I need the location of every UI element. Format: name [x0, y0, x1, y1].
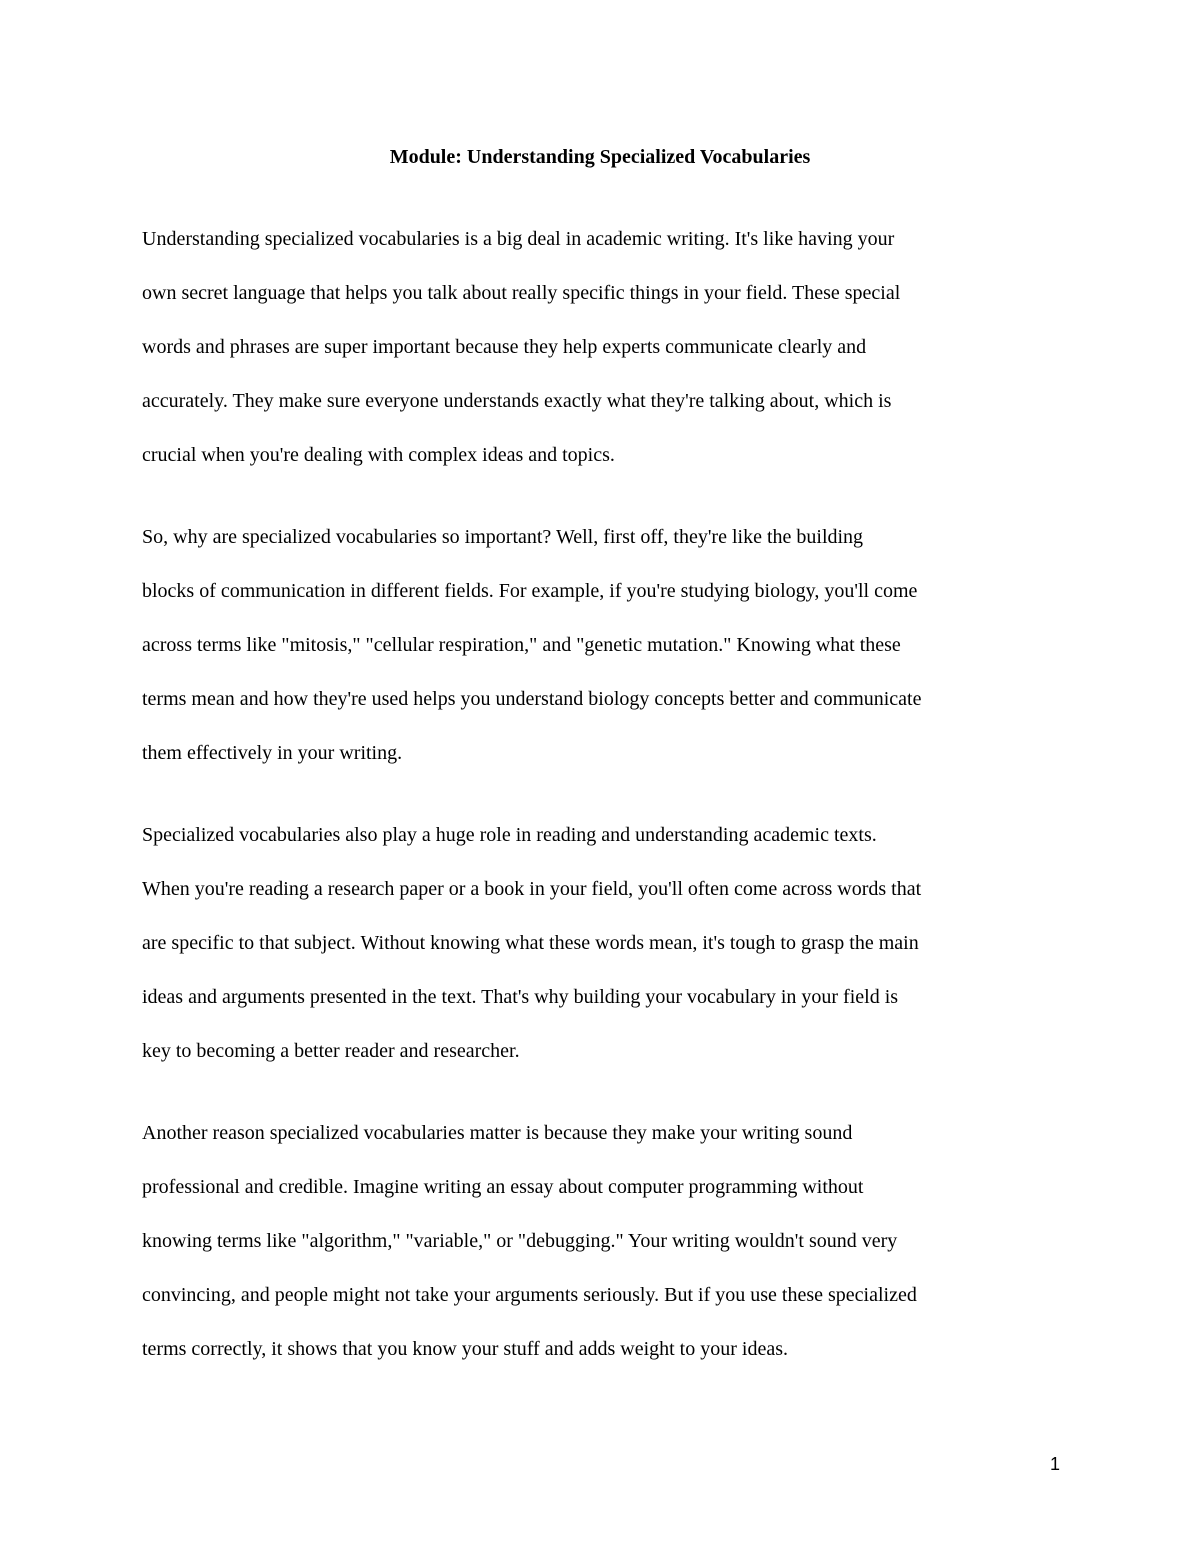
text-line: Another reason specialized vocabularies matter is because they make your writing sound — [142, 1122, 853, 1144]
text-line: words and phrases are super important because they help experts communicate clearly and — [142, 336, 867, 358]
text-line: own secret language that helps you talk about really specific things in your field. These special — [142, 282, 901, 304]
page-title: Module: Understanding Specialized Vocabularies — [389, 146, 811, 168]
text-line: across terms like "mitosis," "cellular respiration," and "genetic mutation." Knowing what these — [142, 634, 901, 656]
text-line: terms correctly, it shows that you know your stuff and adds weight to your ideas. — [142, 1338, 788, 1360]
text-line: So, why are specialized vocabularies so important? Well, first off, they're like the building — [142, 526, 864, 548]
paragraph-2 — [142, 521, 1060, 791]
text-line: them effectively in your writing. — [142, 742, 403, 764]
text-line: convincing, and people might not take your arguments seriously. But if you use these specialized — [142, 1284, 917, 1306]
text-line: key to becoming a better reader and researcher. — [142, 1040, 520, 1062]
paragraph-4 — [142, 1117, 1060, 1387]
text-line: are specific to that subject. Without knowing what these words mean, it's tough to grasp the main — [142, 932, 919, 954]
text-line: knowing terms like "algorithm," "variable," or "debugging." Your writing wouldn't sound very — [142, 1230, 898, 1252]
text-line: terms mean and how they're used helps you understand biology concepts better and communicate — [142, 688, 922, 710]
text-line: Specialized vocabularies also play a huge role in reading and understanding academic texts. — [142, 824, 877, 846]
text-line: blocks of communication in different fields. For example, if you're studying biology, you'll come — [142, 580, 918, 602]
text-line: professional and credible. Imagine writing an essay about computer programming without — [142, 1176, 864, 1198]
paragraph-3 — [142, 819, 1060, 1089]
document-body — [142, 223, 1060, 1415]
text-line: ideas and arguments presented in the text. That's why building your vocabulary in your field is — [142, 986, 899, 1008]
paragraph-1 — [142, 223, 1060, 493]
page-number: 1 — [1049, 1454, 1060, 1474]
text-line: crucial when you're dealing with complex ideas and topics. — [142, 444, 615, 466]
text-line: Understanding specialized vocabularies is a big deal in academic writing. It's like having your — [142, 228, 895, 250]
text-line: When you're reading a research paper or a book in your field, you'll often come across words that — [142, 878, 922, 900]
text-line: accurately. They make sure everyone understands exactly what they're talking about, which is — [142, 390, 892, 412]
